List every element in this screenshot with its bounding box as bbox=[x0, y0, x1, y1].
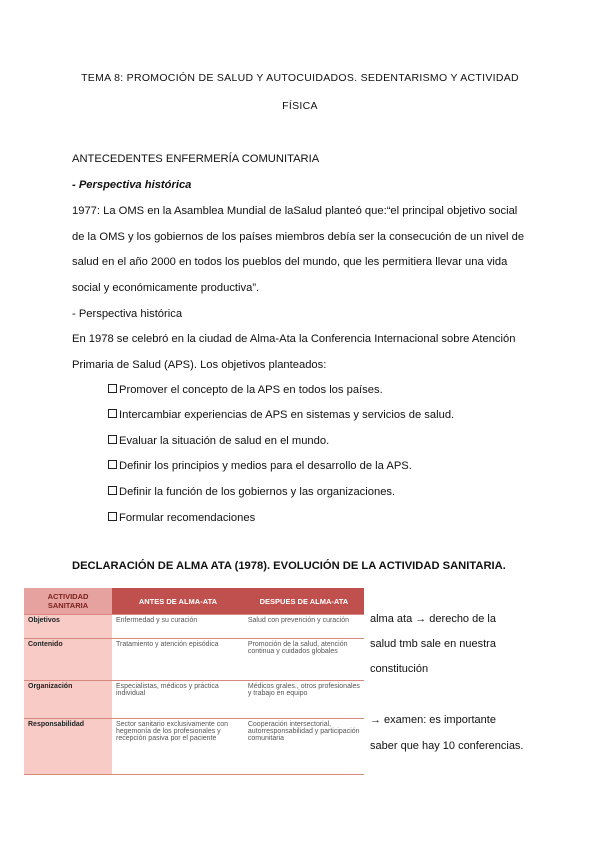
list-item: Intercambiar experiencias de APS en sistemas y servicios de salud. bbox=[108, 409, 454, 421]
checkbox-bullet-icon bbox=[108, 460, 117, 469]
table-cell: Tratamiento y atención episódica bbox=[112, 639, 244, 681]
table-row-label: Objetivos bbox=[24, 615, 112, 639]
page-title-line2: FÍSICA bbox=[282, 100, 318, 112]
table-row bbox=[24, 719, 364, 775]
side-note-line5: saber que hay 10 conferencias. bbox=[370, 740, 524, 752]
para1-line3: salud en el año 2000 en todos los pueblos del mundo, que les permitiera llevar una vida bbox=[72, 256, 508, 268]
para2-line1: En 1978 se celebró en la ciudad de Alma-Ata la Conferencia Internacional sobre Atención bbox=[72, 333, 516, 345]
table-cell: Sector sanitario exclusivamente con hegemonía de los profesionales y recepción pasiva por el paciente bbox=[112, 719, 244, 775]
para1-line4: social y económicamente productiva”. bbox=[72, 282, 260, 294]
table-cell: Cooperación intersectorial, autorresponsabilidad y participación comunitaria bbox=[244, 719, 364, 775]
list-item: Evaluar la situación de salud en el mundo. bbox=[108, 435, 329, 447]
declaration-heading: DECLARACIÓN DE ALMA ATA (1978). EVOLUCIÓN DE LA ACTIVIDAD SANITARIA. bbox=[72, 560, 506, 572]
list-item: Definir la función de los gobiernos y las organizaciones. bbox=[108, 486, 395, 498]
checkbox-bullet-icon bbox=[108, 384, 117, 393]
list-item: Promover el concepto de la APS en todos los países. bbox=[108, 384, 383, 396]
list-item: Formular recomendaciones bbox=[108, 512, 255, 524]
table-cell: Especialistas, médicos y práctica individual bbox=[112, 681, 244, 719]
table-header: DESPUES DE ALMA-ATA bbox=[244, 588, 364, 615]
table-row bbox=[24, 615, 364, 639]
checkbox-bullet-icon bbox=[108, 435, 117, 444]
alma-ata-table bbox=[24, 588, 364, 775]
table-cell: Promoción de la salud, atención continua y cuidados globales bbox=[244, 639, 364, 681]
checkbox-bullet-icon bbox=[108, 409, 117, 418]
para2-line2: Primaria de Salud (APS). Los objetivos planteados: bbox=[72, 359, 327, 371]
checkbox-bullet-icon bbox=[108, 512, 117, 521]
checkbox-bullet-icon bbox=[108, 486, 117, 495]
table-header: ACTIVIDAD SANITARIA bbox=[24, 588, 112, 615]
table-row-label: Responsabilidad bbox=[24, 719, 112, 775]
side-note-line4: → examen: es importante bbox=[370, 714, 496, 726]
table-header: ANTES DE ALMA-ATA bbox=[112, 588, 244, 615]
table-header-row bbox=[24, 588, 364, 615]
table-row bbox=[24, 639, 364, 681]
side-note-line3: constitución bbox=[370, 663, 429, 675]
section-heading: ANTECEDENTES ENFERMERÍA COMUNITARIA bbox=[72, 153, 320, 165]
subheading-perspectiva: - Perspectiva histórica bbox=[72, 179, 192, 191]
table-row-label: Contenido bbox=[24, 639, 112, 681]
side-note-line2: salud tmb sale en nuestra bbox=[370, 638, 496, 650]
para1-line1: 1977: La OMS en la Asamblea Mundial de laSalud planteó que:“el principal objetivo social bbox=[72, 205, 518, 217]
table-row bbox=[24, 681, 364, 719]
page-title-line1: TEMA 8: PROMOCIÓN DE SALUD Y AUTOCUIDADOS. SEDENTARISMO Y ACTIVIDAD bbox=[81, 72, 519, 84]
table-cell: Salud con prevención y curación bbox=[244, 615, 364, 639]
table-row-label: Organización bbox=[24, 681, 112, 719]
table-cell: Médicos grales., otros profesionales y trabajo en equipo bbox=[244, 681, 364, 719]
side-note-line1: alma ata → derecho de la bbox=[370, 613, 496, 625]
list-item: Definir los principios y medios para el desarrollo de la APS. bbox=[108, 460, 412, 472]
para1-line2: de la OMS y los gobiernos de los países miembros debía ser la consecución de un nivel de bbox=[72, 231, 525, 243]
subheading-perspectiva-2: - Perspectiva histórica bbox=[72, 308, 183, 320]
table-cell: Enfermedad y su curación bbox=[112, 615, 244, 639]
